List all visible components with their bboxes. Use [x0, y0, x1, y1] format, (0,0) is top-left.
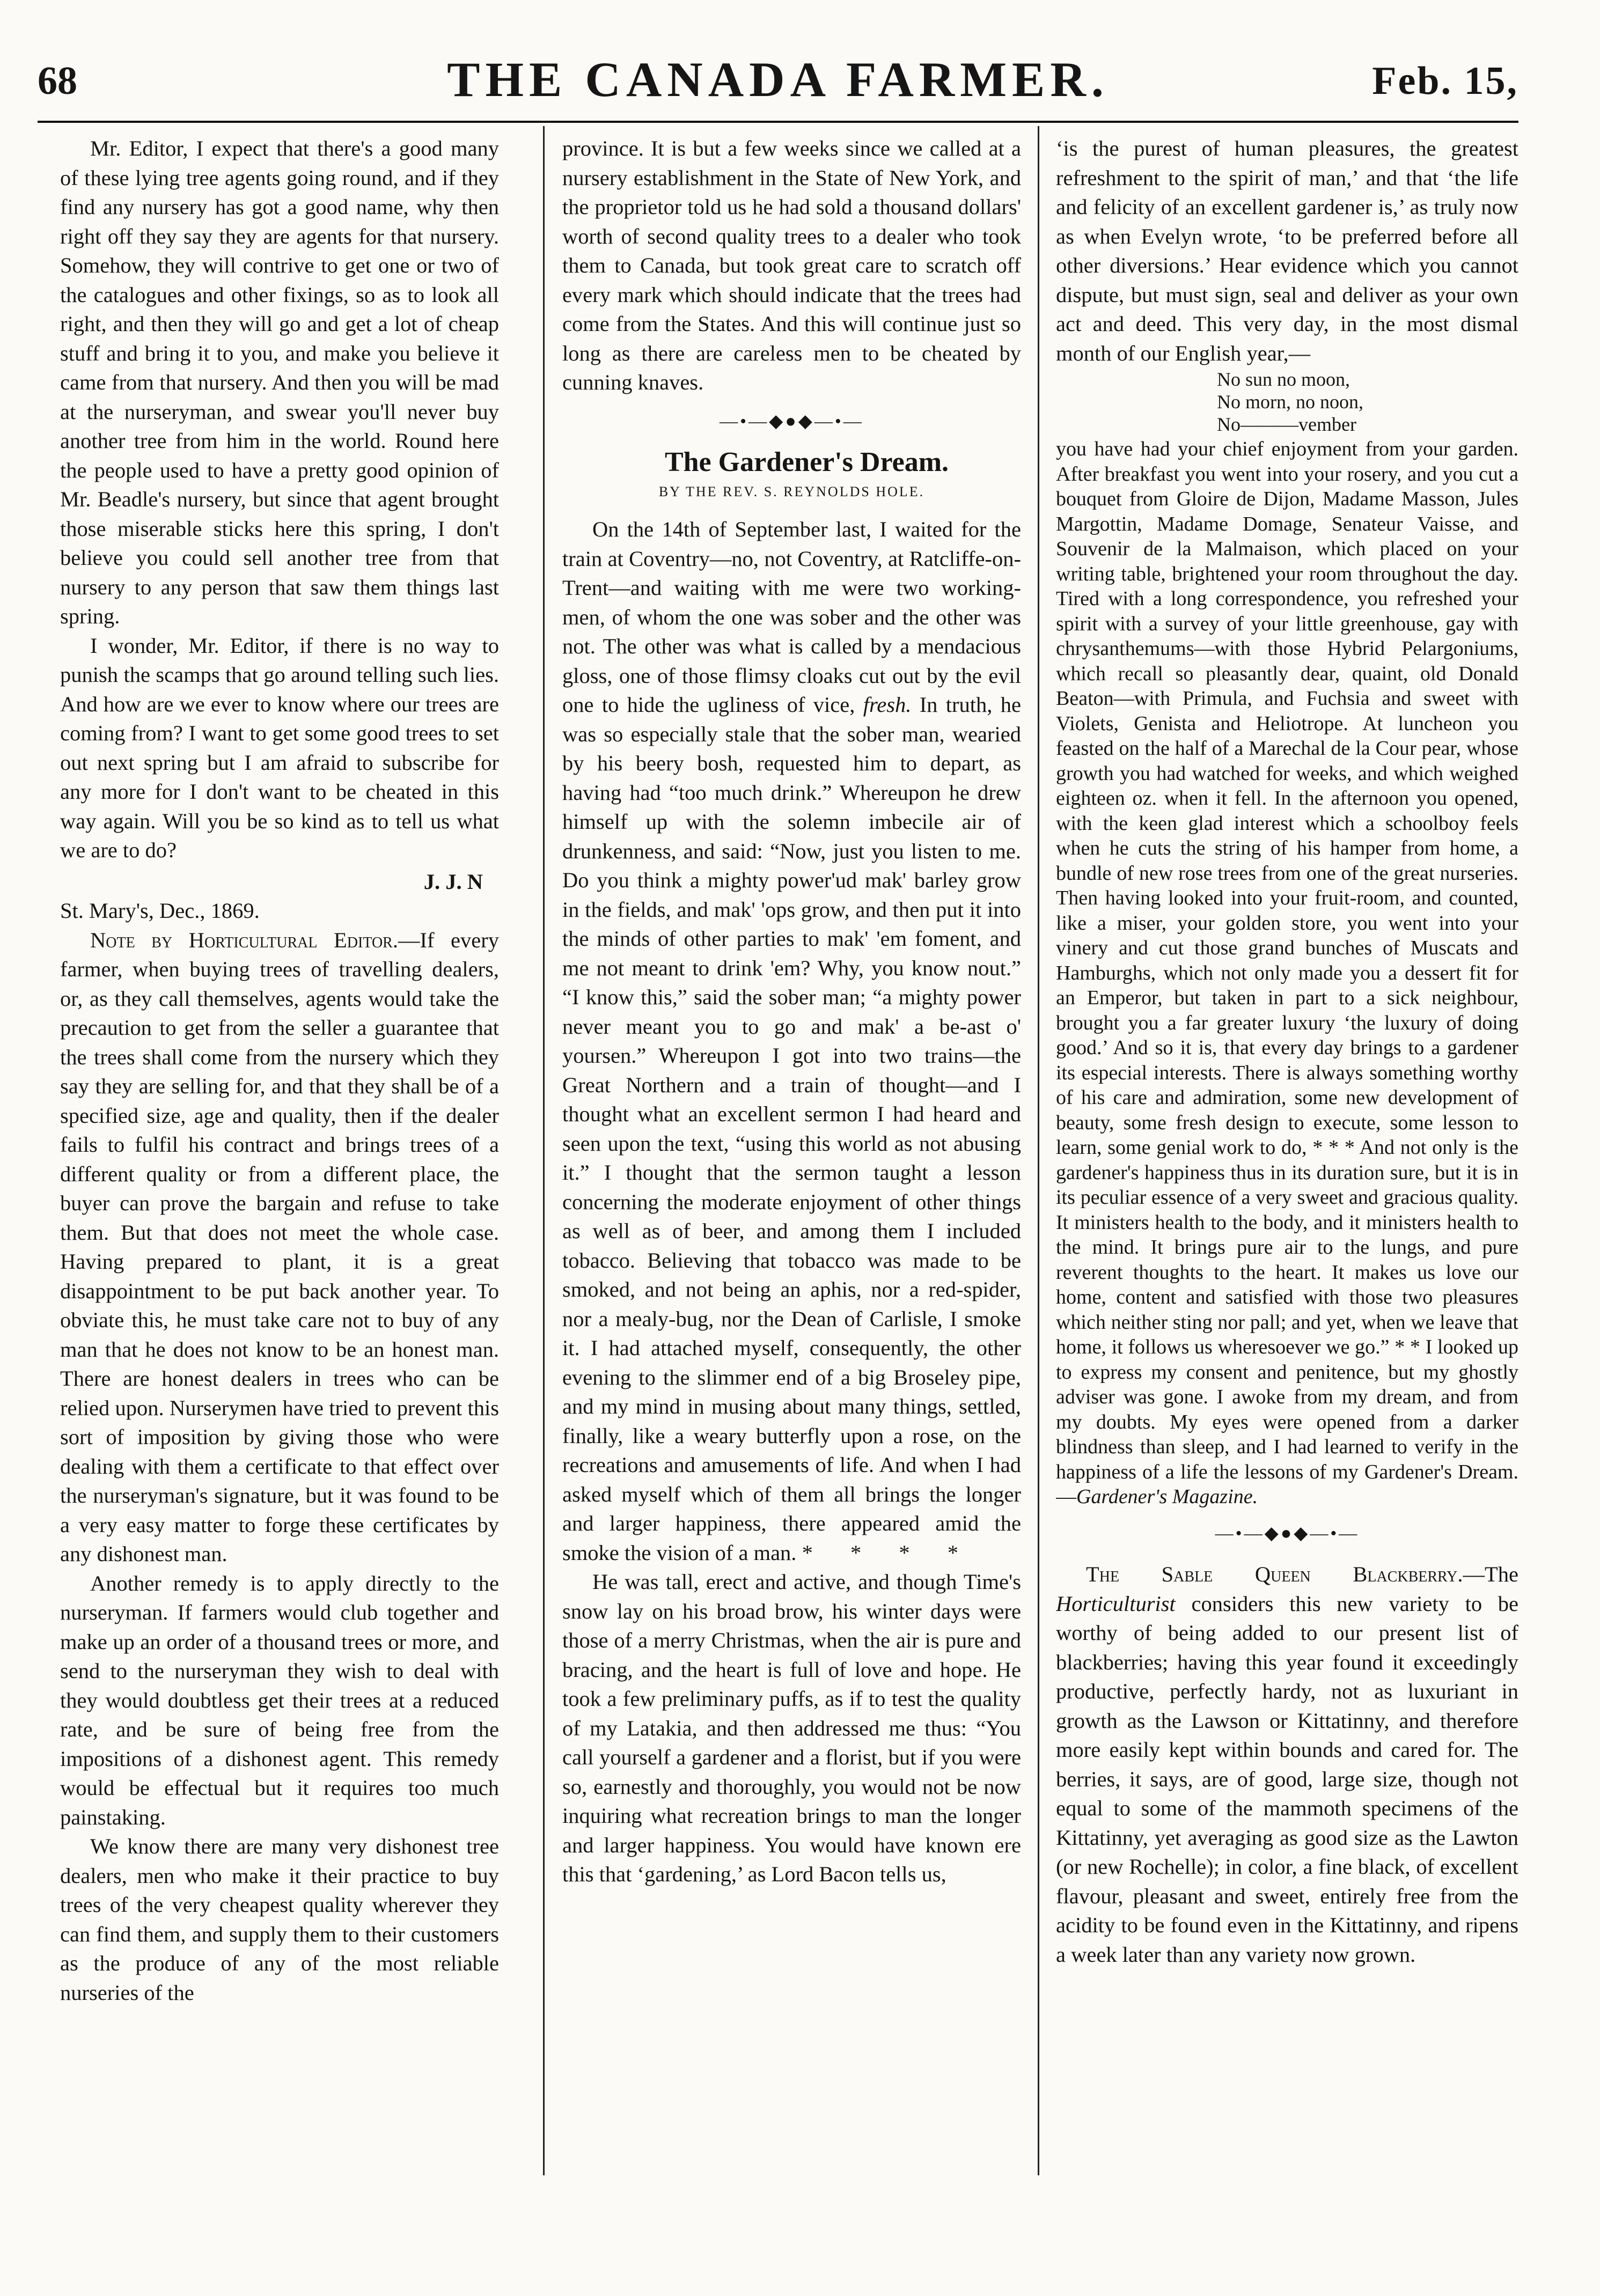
asterism: * * * * [802, 1540, 974, 1565]
blackberry-italic: Horticulturist [1056, 1591, 1176, 1616]
article-paragraph-3: ‘is the purest of human pleasures, the greatest refreshment to the spirit of man,’ and that ‘the life and felicity of an excellent gardener is,’ as truly now as when Evelyn wrote, ‘to be preferred before all other diversions.’ Hear evidence which you cannot dispute, but must sign, seal and deliver as your own act and deed. This very day, in the most dismal month of our English year,— [1056, 136, 1518, 365]
article-title: The Gardener's Dream. [664, 447, 949, 477]
blackberry-text-b: considers this new variety to be worthy of being added to our present list of blackberries; having this year found it exceedingly productive, perfectly hardy, not as luxuriant in growth as the Lawson or Kittatinny, and therefore more easily kept within bounds and cared for. The berries, it says, are of good, large size, though not equal to some of the mammoth specimens of the Kittatinny, yet averaging as good size as the Lawton (or new Rochelle); in color, a fine black, of excellent flavour, pleasant and sweet, entirely free from the acidity to be found even in the Kittatinny, and ripens a week later than any variety now grown. [1056, 1591, 1518, 1967]
article-paragraph-4-text: you have had your chief enjoyment from your garden. After breakfast you went into your rosery, and you cut a bouquet from Gloire de Dijon, Madame Masson, Jules Margottin, Madame Domage, Senateur Vaisse, and Souvenir de la Malmaison, which placed on your writing table, brightened your room throughout the day. Tired with a long correspondence, you refreshed your spirit with a survey of your little greenhouse, gay with chrysanthemums—with those Hybrid Pelargoniums, which recall so pleasantly dear, quaint, old Donald Beaton—with Primula, and Fuchsia and sweet with Violets, Genista and Heliotrope. At luncheon you feasted on the half of a Marechal de la Cour pear, whose growth you had watched for weeks, and which weighed eighteen oz. when it fell. In the afternoon you opened, with the keen glad interest which a schoolboy feels when he cuts the string of his hamper from home, a bundle of new rose trees from one of the great nurseries. Then having looked into your fruit-room, and counted, like a miser, your golden store, you went into your vinery and cut those grand bunches of Muscats and Hamburghs, which not only made you a dessert fit for an Emperor, but taken in part to a sick neighbour, brought you a far greater luxury ‘the luxury of doing good.’ And so it is, that every day brings to a gardener its especial interests. There is always something worthy of his care and admiration, some new development of beauty, some fresh design to execute, some lesson to learn, some genial work to do, * * * And not only is the gardener's happiness thus in its duration sure, but it is in its peculiar essence of a very sweet and gracious quality. It ministers health to the body, and it ministers health to the mind. It brings pure air to the lungs, and pure reverent thoughts to the heart. It makes us love our home, content and satisfied with those two pleasures which neither sting nor pall; and yet, when we leave that home, it follows us wheresoever we go.” * * I looked up to express my consent and penitence, but my ghostly adviser was gone. I awoke from my dream, and from my doubts. My eyes were opened from a darker blindness than sleep, and I had learned to verify in the happiness of a life the lessons of my Gardener's Dream.— [1056, 438, 1518, 1508]
verse [1217, 368, 1518, 436]
article-source: Gardener's Magazine. [1076, 1485, 1258, 1508]
page-header [38, 40, 1518, 113]
letter-dateline: St. Mary's, Dec., 1869. [60, 899, 260, 923]
article-paragraph-1-text: On the 14th of September last, I waited for the train at Coventry—no, not Coventry, at Ratcliffe-on-Trent—and waiting with me were two working-men, of whom the one was sober and the other was not. The other was what is called by a mendacious gloss, one of those flimsy cloaks cut out by the evil one to hide the ugliness of vice, [562, 517, 1021, 717]
blackberry-paragraph [1056, 1560, 1518, 1969]
section-ornament-2: —•—◆●◆—•— [1215, 1523, 1360, 1543]
editor-note-paragraph-2: Another remedy is to apply directly to the nurseryman. If farmers would club together and make up an order of a thousand trees or more, and send to the nurseryman they wish to deal with they would doubtless get their trees at a reduced rate, and be sure of being free from the impositions of a dishonest agent. This remedy would be effectual but it requires too much painstaking. [60, 1571, 499, 1829]
header-rule [38, 121, 1518, 123]
letter-signature: J. J. N [423, 869, 483, 894]
article-italic-word: fresh. [863, 693, 912, 717]
blackberry-label: The Sable Queen Blackberry. [1086, 1562, 1463, 1586]
section-ornament: —•—◆●◆—•— [720, 411, 864, 431]
letter-paragraph-1: Mr. Editor, I expect that there's a good many of these lying tree agents going round, and if they find any nursery has got a good name, why then right off they say they are agents for that nursery. Somehow, they will contrive to get one or two of the catalogues and other fixings, so as to look all right, and then they will go and get a lot of cheap stuff and bring it to you, and make you believe it came from that nursery. And then you will be mad at the nurseryman, and swear you'll never buy another tree from him in the world. Round here the people used to have a pretty good opinion of Mr. Beadle's nursery, but since that agent brought those miserable sticks here this spring, I don't believe you could sell another tree from that nursery to any person that saw them things last spring. [60, 136, 499, 628]
page-number: 68 [38, 59, 77, 103]
verse-line: No sun no moon, [1217, 369, 1351, 390]
masthead-title: THE CANADA FARMER. [447, 52, 1109, 107]
column-2 [562, 134, 1021, 2183]
editor-note-label: Note by Horticultural Editor. [90, 928, 398, 952]
article-byline: BY THE REV. S. REYNOLDS HOLE. [658, 483, 925, 499]
issue-date: Feb. 15, [1372, 59, 1518, 103]
article-paragraph-2: He was tall, erect and active, and though Time's snow lay on his broad brow, his winter days were those of a merry Christmas, when the air is pure and bracing, and the heart is full of love and hope. He took a few preliminary puffs, as if to test the quality of my Latakia, and then addressed me thus: “You call yourself a gardener and a florist, but if you were so, earnestly and thoroughly, you would not be now inquiring what recreation brings to man the longer and larger happiness. You would have known ere this that ‘gardening,’ as Lord Bacon tells us, [562, 1570, 1021, 1886]
verse-line: No morn, no noon, [1217, 391, 1363, 413]
blackberry-text-a: —The [1463, 1562, 1518, 1586]
column-3 [1056, 134, 1518, 2183]
column-1 [60, 134, 499, 2183]
editor-note-paragraph-4: province. It is but a few weeks since we called at a nursery establishment in the State of New York, and the proprietor told us he had sold a thousand dollars' worth of second quality trees to a dealer who took them to Canada, but took great care to scratch off every mark which should indicate that the trees had come from the States. And this will continue just so long as there are careless men to be cheated by cunning knaves. [562, 136, 1021, 394]
column-rule-1 [543, 126, 545, 2175]
column-rule-2 [1038, 126, 1039, 2175]
article-paragraph-1 [562, 515, 1021, 1568]
editor-note-text: —If every farmer, when buying trees of travelling dealers, or, as they call themselves, agents would take the precaution to get from the seller a guarantee that the trees shall come from the nursery which they say they are selling for, and that they shall be of a specified size, age and quality, then if the dealer fails to fulfil his contract and brings trees of a different quality or from a different place, the buyer can prove the bargain and refuse to take them. But that does not meet the whole case. Having prepared to plant, it is a great disappointment to be put back another year. To obviate this, he must take care not to buy of any man that he does not know to be an honest man. There are honest dealers in trees who can be relied upon. Nurserymen have tried to prevent this sort of imposition by giving those who were dealing with them a certificate to that effect over the nurseryman's signature, but it was found to be a very easy matter to forge these certificates by any dishonest man. [60, 928, 499, 1566]
article-paragraph-4 [1056, 437, 1518, 1510]
editor-note-paragraph-1 [60, 926, 499, 1569]
editor-note-paragraph-3: We know there are many very dishonest tree dealers, men who make it their practice to buy trees of the very cheapest quality wherever they can find them, and supply them to their customers as the produce of any of the most reliable nurseries of the [60, 1834, 499, 2005]
article-paragraph-1-rest: In truth, he was so especially stale that the sober man, wearied by his beery bosh, requested him to depart, as having had “too much drink.” Whereupon he drew himself up with the solemn imbecile air of drunkenness, and said: “Now, just you listen to me. Do you think a mighty power'ud mak' barley grow in the fields, and mak' 'ops grow, and then put it into the minds of other parties to mak' 'em foment, and me not meant to drink 'em? Why, you know nout.” “I know this,” said the sober man; “a mighty power never meant you to go and mak' a be-ast o' yoursen.” Whereupon I got into two trains—the Great Northern and a train of thought—and I thought what an excellent sermon I had heard and seen upon the text, “using this world as not abusing it.” I thought that the sermon taught a lesson concerning the moderate enjoyment of other things as well as of beer, and among them I included tobacco. Believing that tobacco was made to be smoked, and not being an aphis, nor a red-spider, nor a mealy-bug, nor the Dean of Carlisle, I smoke it. I had attached myself, consequently, the other evening to the slimmer end of a big Broseley pipe, and my mind in musing about many things, settled, finally, like a weary butterfly upon a rose, on the recreations and amusements of life. And when I had asked myself which of them all brings the longer and larger happiness, there appeared amid the smoke the vision of a man. [562, 693, 1021, 1565]
letter-paragraph-2: I wonder, Mr. Editor, if there is no way to punish the scamps that go around telling such lies. And how are we ever to know where our trees are coming from? I want to get some good trees to set out next spring but I am afraid to subscribe for any more for I don't want to be cheated in this way again. Will you be so kind as to tell us what we are to do? [60, 633, 499, 862]
verse-line: No———vember [1217, 414, 1356, 435]
article-dense-block [1056, 437, 1518, 1510]
